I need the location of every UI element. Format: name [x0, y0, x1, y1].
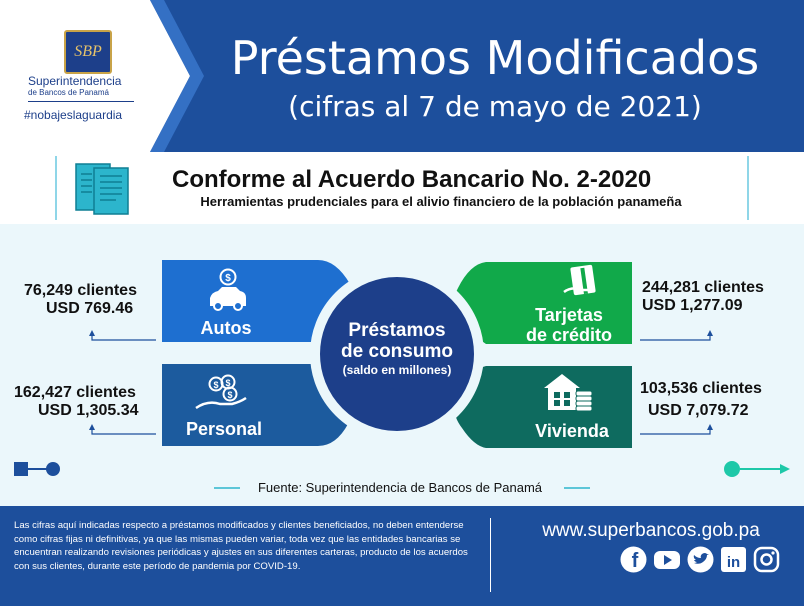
- credit-card-hand-icon: [562, 262, 602, 302]
- agreement-subtitle: Herramientas prudenciales para el alivio financiero de la población panameña: [200, 194, 682, 209]
- disclaimer-text: Las cifras aquí indicadas respecto a préstamos modificados y clientes beneficiados, no deben entenderse como cifras fijas ni definitivas, ya que las mismas pueden variar, toda vez que las entidades bancarias se encuentran realizando revisiones periódicas y ajustes en sus diferentes carteras, producto de los acuerdos con sus clientes, durante este período de pandemia por COVID-19.: [14, 520, 468, 572]
- svg-text:$: $: [225, 378, 231, 388]
- tarjetas-amount: USD 1,277.09: [642, 297, 743, 314]
- instagram-icon[interactable]: [753, 546, 780, 573]
- sbp-logo: [64, 30, 112, 74]
- category-personal-label: Personal: [185, 419, 263, 439]
- category-autos-label: Autos: [200, 318, 252, 338]
- personal-clients: 162,427 clientes: [14, 384, 136, 401]
- category-tarjetas-label-1: Tarjetas: [535, 305, 603, 325]
- autos-amount: USD 769.46: [46, 300, 134, 317]
- house-coins-icon: [540, 368, 598, 420]
- center-line-2: de consumo: [341, 341, 453, 362]
- page-title: Préstamos Modificados: [230, 31, 760, 85]
- vivienda-clients: 103,536 clientes: [640, 380, 762, 397]
- vivienda-amount: USD 7,079.72: [648, 402, 749, 419]
- org-subname: de Bancos de Panamá: [28, 88, 109, 97]
- svg-text:$: $: [213, 380, 219, 390]
- center-line-1: Préstamos: [348, 320, 446, 341]
- svg-text:$: $: [227, 390, 233, 400]
- center-hub-text: [317, 320, 477, 378]
- sbp-logo-text: SBP: [74, 43, 102, 60]
- facebook-icon[interactable]: [620, 546, 647, 573]
- car-icon: [204, 268, 252, 312]
- hashtag: #nobajeslaguardia: [24, 108, 123, 122]
- logo-divider: [28, 101, 134, 102]
- twitter-icon[interactable]: [687, 546, 714, 573]
- svg-text:f: f: [631, 550, 639, 572]
- money-hand-icon: [194, 374, 250, 414]
- source-note: Fuente: Superintendencia de Bancos de Panamá: [257, 480, 543, 495]
- agreement-title: Conforme al Acuerdo Bancario No. 2-2020: [172, 166, 652, 193]
- linkedin-icon[interactable]: [720, 546, 747, 573]
- tarjetas-clients: 244,281 clientes: [642, 279, 764, 296]
- footer-divider: [490, 518, 491, 592]
- category-vivienda-label: Vivienda: [535, 421, 609, 441]
- center-line-3: (saldo en millones): [342, 363, 452, 377]
- category-tarjetas-label-2: de crédito: [525, 325, 613, 345]
- document-icon: [72, 160, 138, 218]
- personal-amount: USD 1,305.34: [38, 402, 139, 419]
- page-subtitle: (cifras al 7 de mayo de 2021): [288, 90, 702, 123]
- org-name: Superintendencia: [28, 74, 122, 88]
- youtube-icon[interactable]: [653, 546, 680, 573]
- autos-clients: 76,249 clientes: [24, 282, 137, 299]
- website-link[interactable]: www.superbancos.gob.pa: [542, 520, 760, 541]
- svg-text:$: $: [225, 273, 231, 284]
- svg-text:in: in: [726, 554, 741, 571]
